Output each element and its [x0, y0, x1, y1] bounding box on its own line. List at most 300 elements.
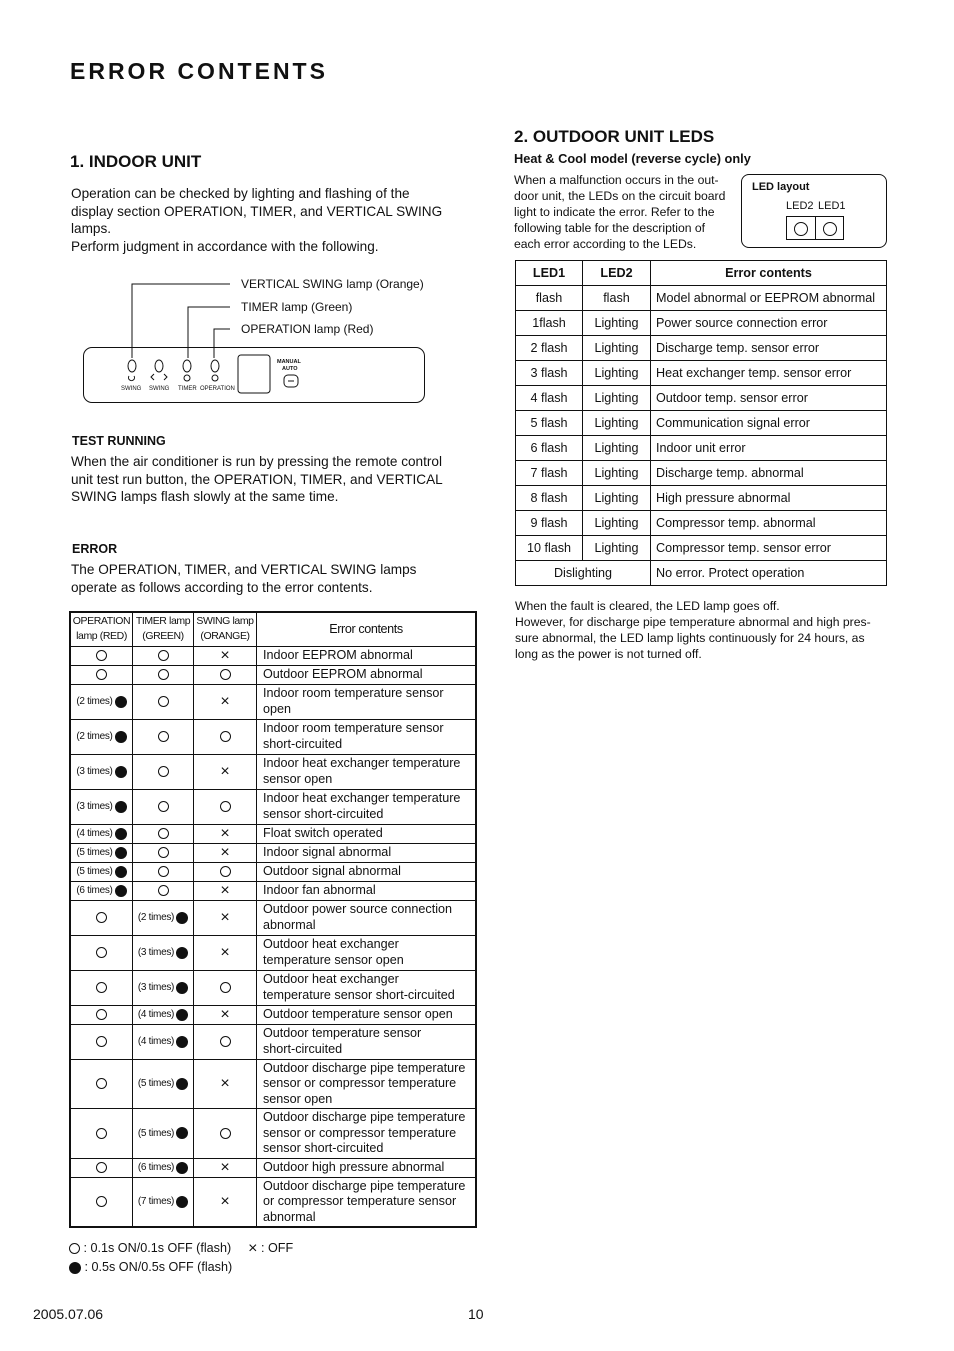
header-led2: LED2: [583, 261, 651, 286]
led2-cell: flash: [583, 286, 651, 311]
swing-callout: VERTICAL SWING lamp (Orange): [241, 277, 424, 291]
error-text-line: Indoor heat exchanger temperature: [263, 791, 461, 805]
error-contents-cell: [257, 824, 477, 843]
sw-lamp-cell: [194, 754, 257, 789]
open-circle-icon: [96, 1128, 107, 1139]
error-text-line: sensor short-circuited: [263, 806, 384, 821]
flash-count: (3 times): [76, 801, 113, 813]
cross-icon: ×: [220, 1074, 230, 1092]
open-circle-icon: [158, 731, 169, 742]
flash-count: (5 times): [137, 1078, 175, 1090]
text-cell: Discharge temp. sensor error: [651, 336, 887, 361]
table-row: [516, 461, 887, 486]
tm-lamp-cell: [133, 646, 194, 665]
sw-lamp-cell: [194, 1109, 257, 1159]
intro-line: door unit, the LEDs on the circuit board: [514, 189, 726, 203]
error-text-line: Indoor room temperature sensor: [263, 721, 444, 735]
table-row: [70, 881, 476, 900]
error-text-line: or compressor temperature sensor: [263, 1194, 457, 1208]
error-text-line: temperature sensor open: [263, 952, 404, 967]
flash-count: (4 times): [137, 1009, 175, 1021]
open-circle-icon: [158, 766, 169, 777]
filled-circle-icon: [115, 766, 127, 778]
table-row: [516, 336, 887, 361]
open-circle-icon: [96, 1162, 107, 1173]
text-line: When the air conditioner is run by pressing the remote control: [71, 454, 442, 469]
header-error-contents: Error contents: [651, 261, 887, 286]
table-row: [70, 1109, 476, 1159]
cross-icon: ×: [220, 1005, 230, 1023]
note-line: long as the power is not turned off.: [515, 647, 702, 661]
op-lamp-cell: [70, 665, 133, 684]
tm-lamp-cell: [133, 824, 194, 843]
flash-count: (6 times): [76, 885, 113, 897]
panel-label-manual: MANUAL: [277, 359, 301, 365]
cross-icon: ×: [220, 646, 230, 664]
swing-arrows-icon: [151, 374, 167, 380]
flash-count: (2 times): [76, 731, 113, 743]
filled-circle-icon: [176, 1009, 188, 1021]
panel-lamps: [83, 347, 425, 403]
filled-circle-icon: [176, 982, 188, 994]
table-row: [516, 361, 887, 386]
table-row: [70, 754, 476, 789]
led2-cell: Lighting: [583, 486, 651, 511]
indoor-error-table: [69, 611, 477, 1228]
legend-open-text: : 0.1s ON/0.1s OFF (flash): [83, 1241, 232, 1255]
open-circle-icon: [96, 982, 107, 993]
sw-lamp-cell: [194, 646, 257, 665]
tm-lamp-cell: [133, 1059, 194, 1109]
sw-lamp-cell: [194, 719, 257, 754]
cross-icon: ×: [220, 1192, 230, 1210]
text-cell: Compressor temp. abnormal: [651, 511, 887, 536]
filled-circle-icon: [115, 828, 127, 840]
tm-lamp-cell: [133, 684, 194, 719]
table-row: [516, 386, 887, 411]
op-lamp-cell: [70, 881, 133, 900]
receiver-window: [238, 355, 270, 393]
table-row: [70, 789, 476, 824]
open-circle-icon: [220, 1128, 231, 1139]
flash-count: (3 times): [76, 766, 113, 778]
open-circle-icon: [96, 1196, 107, 1207]
error-contents-cell: [257, 881, 477, 900]
op-lamp-cell: [70, 935, 133, 970]
op-lamp-cell: [70, 824, 133, 843]
open-circle-icon: [220, 982, 231, 993]
text-cell: Outdoor temp. sensor error: [651, 386, 887, 411]
header-line: TIMER lamp: [135, 615, 191, 628]
header-timer: [133, 612, 194, 646]
text-cell: Power source connection error: [651, 311, 887, 336]
tm-lamp-cell: [133, 1177, 194, 1227]
filled-circle-icon: [115, 866, 127, 878]
sw-lamp-cell: [194, 843, 257, 862]
header-line: SWING lamp: [196, 615, 254, 628]
table-row: [516, 536, 887, 561]
outdoor-subheading: Heat & Cool model (reverse cycle) only: [514, 151, 751, 166]
led1-cell: 3 flash: [516, 361, 583, 386]
open-circle-icon: [220, 669, 231, 680]
led-layout-label: LED layout: [752, 181, 810, 193]
error-contents-cell: [257, 1024, 477, 1059]
error-text-line: Outdoor heat exchanger: [263, 972, 399, 986]
led1-cell: 4 flash: [516, 386, 583, 411]
tm-lamp-cell: [133, 789, 194, 824]
table-row: [70, 935, 476, 970]
led1-cell: flash: [516, 286, 583, 311]
outdoor-intro: [514, 172, 736, 252]
filled-circle-icon: [176, 912, 188, 924]
page-title: ERROR CONTENTS: [70, 58, 328, 84]
error-contents-cell: [257, 900, 477, 935]
led1-cell: 6 flash: [516, 436, 583, 461]
error-text-line: sensor open: [263, 1091, 333, 1106]
led1-cell: 1flash: [516, 311, 583, 336]
flash-count: (2 times): [137, 912, 175, 924]
header-line: (ORANGE): [200, 630, 250, 643]
error-text-line: Outdoor temperature sensor open: [263, 1006, 453, 1021]
tm-lamp-cell: [133, 665, 194, 684]
table-row: [70, 1024, 476, 1059]
sw-lamp-cell: [194, 1158, 257, 1177]
cross-icon: ×: [220, 1158, 230, 1176]
error-text-line: Outdoor discharge pipe temperature: [263, 1060, 466, 1075]
open-circle-icon: [96, 1078, 107, 1089]
flash-count: (7 times): [137, 1196, 175, 1208]
open-circle-icon: [220, 866, 231, 877]
error-text-line: sensor or compressor temperature: [263, 1125, 457, 1140]
text-line: The OPERATION, TIMER, and VERTICAL SWING lamps: [71, 562, 417, 577]
error-text-line: Indoor heat exchanger temperature: [263, 756, 461, 770]
led2-cell: Lighting: [583, 361, 651, 386]
power-icon: [212, 375, 218, 381]
cross-icon: ×: [220, 881, 230, 899]
indoor-intro: [71, 185, 471, 255]
op-lamp-cell: [70, 1109, 133, 1159]
tm-lamp-cell: [133, 900, 194, 935]
error-text-line: Float switch operated: [263, 825, 383, 840]
error-label: ERROR: [72, 542, 118, 556]
tm-lamp-cell: [133, 1005, 194, 1024]
flash-count: (2 times): [76, 696, 113, 708]
sw-lamp-cell: [194, 1059, 257, 1109]
open-circle-icon: [158, 650, 169, 661]
table-row: [70, 1177, 476, 1227]
intro-line: each error according to the LEDs.: [514, 237, 697, 251]
led2-cell: Lighting: [583, 436, 651, 461]
error-contents-cell: [257, 789, 477, 824]
open-circle-icon: [158, 801, 169, 812]
filled-circle-icon: [115, 885, 127, 897]
filled-circle-icon: [115, 847, 127, 859]
op-lamp-cell: [70, 843, 133, 862]
led2-label: LED2: [786, 200, 814, 212]
led2-cell: Lighting: [583, 536, 651, 561]
error-text-line: Outdoor power source connection: [263, 902, 453, 916]
legend-row: [69, 1260, 293, 1274]
intro-line: lamps.: [71, 221, 112, 236]
led1-cell: 10 flash: [516, 536, 583, 561]
tm-lamp-cell: [133, 881, 194, 900]
header-line: OPERATION: [72, 615, 131, 628]
table-row: [70, 646, 476, 665]
flash-count: (5 times): [76, 847, 113, 859]
tm-lamp-cell: [133, 1024, 194, 1059]
legend: [69, 1241, 293, 1274]
table-row: [516, 511, 887, 536]
op-lamp-cell: [70, 1177, 133, 1227]
table-row: [516, 411, 887, 436]
error-text-line: Outdoor temperature sensor: [263, 1026, 422, 1040]
panel-label-auto: AUTO: [282, 366, 298, 372]
error-contents-cell: [257, 684, 477, 719]
op-lamp-cell: [70, 1158, 133, 1177]
led1-cell: 2 flash: [516, 336, 583, 361]
led2-cell: Lighting: [583, 411, 651, 436]
note-line: When the fault is cleared, the LED lamp goes off.: [515, 599, 780, 613]
filled-circle-icon: [176, 1196, 188, 1208]
led1-cell: 5 flash: [516, 411, 583, 436]
sw-lamp-cell: [194, 900, 257, 935]
swing-lamp-icon: [155, 360, 163, 372]
led2-icon: [794, 222, 808, 236]
text-line: unit test run button, the OPERATION, TIMER, and VERTICAL: [71, 471, 443, 487]
filled-circle-icon: [115, 731, 127, 743]
cross-icon: ×: [220, 762, 230, 780]
led2-cell: Lighting: [583, 336, 651, 361]
sw-lamp-cell: [194, 970, 257, 1005]
led1-cell: 7 flash: [516, 461, 583, 486]
text-cell: Discharge temp. abnormal: [651, 461, 887, 486]
open-circle-icon: [96, 1036, 107, 1047]
cross-icon: ×: [220, 824, 230, 842]
filled-circle-icon: [115, 801, 127, 813]
sw-lamp-cell: [194, 789, 257, 824]
table-row: [70, 1059, 476, 1109]
op-lamp-cell: [70, 1024, 133, 1059]
open-circle-icon: [158, 866, 169, 877]
legend-filled-text: : 0.5s ON/0.5s OFF (flash): [84, 1260, 233, 1274]
table-row: [516, 436, 887, 461]
tm-lamp-cell: [133, 862, 194, 881]
op-lamp-cell: [70, 1005, 133, 1024]
tm-lamp-cell: [133, 970, 194, 1005]
open-circle-icon: [220, 731, 231, 742]
table-row: [70, 824, 476, 843]
intro-line: light to indicate the error. Refer to the: [514, 205, 715, 219]
sw-lamp-cell: [194, 665, 257, 684]
filled-circle-icon: [176, 1036, 188, 1048]
outdoor-note: [515, 598, 890, 662]
sw-lamp-cell: [194, 935, 257, 970]
error-text-line: Outdoor heat exchanger: [263, 937, 399, 951]
open-circle-icon: [69, 1243, 80, 1254]
error-text-line: Indoor signal abnormal: [263, 844, 392, 859]
error-contents-cell: [257, 754, 477, 789]
swing-symbol-icon: [129, 376, 135, 381]
dislighting-cell: Dislighting: [516, 561, 651, 586]
open-circle-icon: [220, 801, 231, 812]
error-text-line: abnormal: [263, 1209, 316, 1224]
header-line: (GREEN): [142, 630, 184, 643]
text-cell: Model abnormal or EEPROM abnormal: [651, 286, 887, 311]
outdoor-heading: 2. OUTDOOR UNIT LEDS: [514, 127, 715, 146]
open-circle-icon: [158, 847, 169, 858]
header-error-contents: Error contents: [257, 612, 477, 646]
error-text-line: Indoor room temperature sensor: [263, 686, 444, 700]
panel-label-timer: TIMER: [178, 386, 197, 392]
flash-count: (5 times): [76, 866, 113, 878]
op-lamp-cell: [70, 719, 133, 754]
error-text-line: sensor short-circuited: [263, 1141, 384, 1155]
intro-line: following table for the description of: [514, 221, 706, 235]
led2-cell: Lighting: [583, 461, 651, 486]
error-text-line: Indoor fan abnormal: [263, 882, 376, 897]
op-lamp-cell: [70, 900, 133, 935]
error-text-line: Outdoor EEPROM abnormal: [263, 666, 423, 681]
tm-lamp-cell: [133, 935, 194, 970]
test-running-label: TEST RUNNING: [72, 434, 166, 448]
open-circle-icon: [158, 696, 169, 707]
panel-label-swing1: SWING: [121, 386, 142, 392]
header-led1: LED1: [516, 261, 583, 286]
op-lamp-cell: [70, 754, 133, 789]
panel-label-operation: OPERATION: [200, 386, 235, 392]
error-contents-cell: [257, 935, 477, 970]
clock-icon: [184, 375, 190, 381]
note-line: sure abnormal, the LED lamp lights continuously for 24 hours, as: [515, 631, 865, 645]
table-row: [70, 665, 476, 684]
sw-lamp-cell: [194, 862, 257, 881]
open-circle-icon: [158, 885, 169, 896]
error-text-line: temperature sensor short-circuited: [263, 987, 455, 1002]
op-lamp-cell: [70, 684, 133, 719]
no-error-cell: No error. Protect operation: [651, 561, 887, 586]
open-circle-icon: [96, 947, 107, 958]
table-row: [70, 1158, 476, 1177]
table-row: [70, 900, 476, 935]
error-contents-cell: [257, 1109, 477, 1159]
error-text-line: Outdoor discharge pipe temperature: [263, 1178, 466, 1193]
led1-icon: [823, 222, 837, 236]
intro-line: When a malfunction occurs in the out-: [514, 173, 719, 187]
error-text: [71, 561, 471, 596]
flash-count: (3 times): [137, 947, 175, 959]
sw-lamp-cell: [194, 1024, 257, 1059]
sw-lamp-cell: [194, 881, 257, 900]
error-contents-cell: [257, 719, 477, 754]
led2-cell: Lighting: [583, 386, 651, 411]
error-text-line: open: [263, 701, 292, 716]
tm-lamp-cell: [133, 843, 194, 862]
text-cell: Heat exchanger temp. sensor error: [651, 361, 887, 386]
table-row: [70, 719, 476, 754]
led-housing: [786, 216, 844, 240]
text-cell: Indoor unit error: [651, 436, 887, 461]
filled-circle-icon: [176, 1127, 188, 1139]
filled-circle-icon: [176, 947, 188, 959]
filled-circle-icon: [176, 1162, 188, 1174]
flash-count: (4 times): [76, 828, 113, 840]
text-line: operate as follows according to the error contents.: [71, 579, 373, 595]
open-circle-icon: [96, 1009, 107, 1020]
op-lamp-cell: [70, 789, 133, 824]
page-number: 10: [468, 1306, 484, 1322]
error-contents-cell: [257, 1005, 477, 1024]
tm-lamp-cell: [133, 1158, 194, 1177]
op-lamp-cell: [70, 646, 133, 665]
led1-cell: 8 flash: [516, 486, 583, 511]
text-cell: Compressor temp. sensor error: [651, 536, 887, 561]
tm-lamp-cell: [133, 754, 194, 789]
error-contents-cell: [257, 1177, 477, 1227]
open-circle-icon: [158, 828, 169, 839]
timer-lamp-icon: [183, 360, 191, 372]
sw-lamp-cell: [194, 1005, 257, 1024]
error-text-line: Outdoor signal abnormal: [263, 863, 401, 878]
error-contents-cell: [257, 665, 477, 684]
cross-icon: ×: [248, 1239, 258, 1257]
table-row: [516, 286, 887, 311]
filled-circle-icon: [115, 696, 127, 708]
op-lamp-cell: [70, 970, 133, 1005]
op-lamp-cell: [70, 862, 133, 881]
intro-line: display section OPERATION, TIMER, and VERTICAL SWING: [71, 203, 443, 219]
outdoor-led-table: [515, 260, 887, 586]
table-row: [70, 1005, 476, 1024]
sw-lamp-cell: [194, 1177, 257, 1227]
error-contents-cell: [257, 843, 477, 862]
error-contents-cell: [257, 970, 477, 1005]
table-row: [70, 862, 476, 881]
error-text-line: short-circuited: [263, 1041, 343, 1056]
led1-label: LED1: [818, 200, 846, 212]
flash-count: (6 times): [137, 1162, 175, 1174]
filled-circle-icon: [176, 1078, 188, 1090]
error-text-line: Outdoor discharge pipe temperature: [263, 1110, 466, 1124]
table-row: [516, 486, 887, 511]
operation-callout: OPERATION lamp (Red): [241, 322, 374, 336]
legend-off-text: : OFF: [261, 1241, 294, 1255]
cross-icon: ×: [220, 908, 230, 926]
error-text-line: Indoor EEPROM abnormal: [263, 647, 413, 662]
timer-callout: TIMER lamp (Green): [241, 300, 353, 314]
cross-icon: ×: [220, 943, 230, 961]
operation-lamp-icon: [211, 360, 219, 372]
note-line: However, for discharge pipe temperature abnormal and high pres-: [515, 615, 871, 629]
error-contents-cell: [257, 646, 477, 665]
table-row: [70, 970, 476, 1005]
led1-cell: 9 flash: [516, 511, 583, 536]
intro-line: Perform judgment in accordance with the following.: [71, 238, 379, 254]
led2-cell: Lighting: [583, 311, 651, 336]
open-circle-icon: [220, 1036, 231, 1047]
swing-lamp-icon: [128, 360, 136, 372]
open-circle-icon: [158, 669, 169, 680]
tm-lamp-cell: [133, 1109, 194, 1159]
flash-count: (3 times): [137, 982, 175, 994]
text-line: SWING lamps flash slowly at the same time.: [71, 489, 339, 504]
test-running-text: [71, 453, 476, 506]
panel-label-swing2: SWING: [149, 386, 170, 392]
flash-count: (4 times): [137, 1036, 175, 1048]
error-text-line: short-circuited: [263, 736, 343, 751]
filled-circle-icon: [69, 1262, 81, 1274]
sw-lamp-cell: [194, 684, 257, 719]
header-swing: [194, 612, 257, 646]
